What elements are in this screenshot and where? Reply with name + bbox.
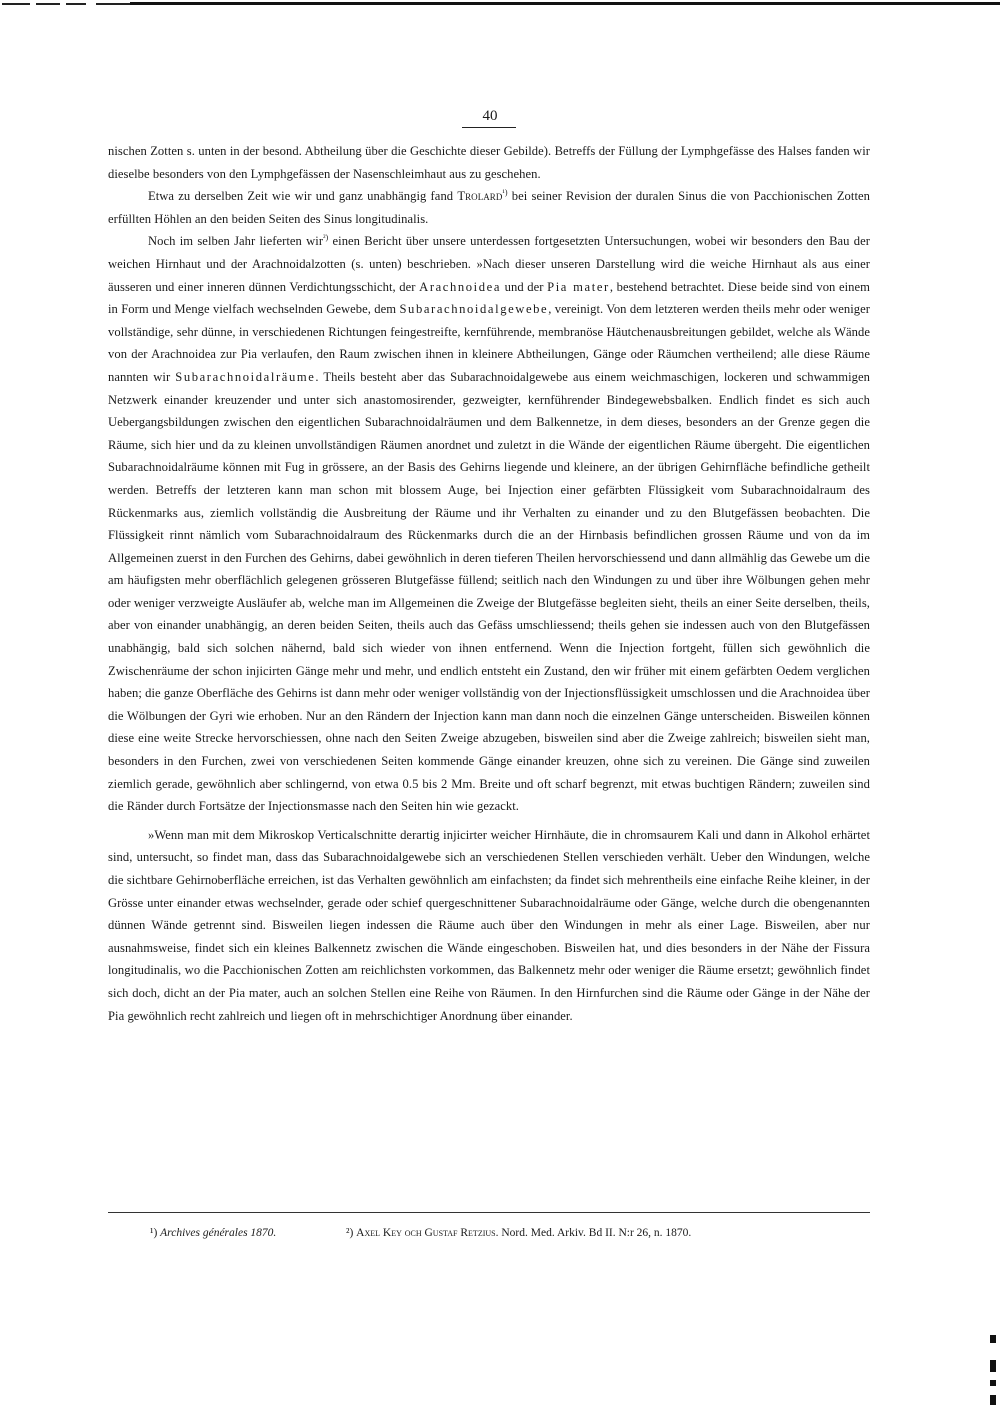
scan-dash: [96, 3, 130, 5]
text-run: und der: [501, 279, 548, 294]
edge-mark: [990, 1380, 996, 1386]
text-run: nischen Zotten s. unten in der besond. Abtheilung über die Geschichte dieser Gebilde). Betreffs der Füllung der Lymphgefässe des Halses fanden wir dieselbe besonders von den Lymphgefässen der Nasenschleimhaut aus zu geschehen.: [108, 144, 870, 181]
text-run: Etwa zu derselben Zeit wie wir und ganz unabhängig fand: [148, 189, 458, 204]
text-run: , bestehend betrachtet. Diese beide sind von einem in Form und Menge vielfach wechselnden Gewebe, dem: [108, 279, 870, 317]
text-run: »Wenn man mit dem Mikroskop Verticalschnitte derartig injicirter weicher Hirnhäute, die in chromsaurem Kali und dann in Alkohol erhärtet sind, untersucht, so findet man, dass das Subarachnoidalgewebe sich an verschiedenen Stellen verschieden verhält. Ueber den Windungen, welche die sichtbare Gehirnoberfläche erreichen, ist das Verhalten gewöhnlich am einfachsten; da findet sich mehrentheils eine einfache Reihe kleiner, in der Grösse unter einander etwas wechselnder, gerade oder schief quergeschnittener Subarachnoidalräume oder Gänge, welche durch die obengenannten dünnen Wände getrennt sind. Bisweilen liegen indessen die Räume auch über den Windungen in mehr als einer Lage. Bisweilen, aber nur ausnahmsweise, findet sich ein kleines Balkennetz zwischen die Wände eingeschoben. Bisweilen hat, und dies besonders in der Nähe der Fissura longitudinalis, wo die Pacchionischen Zotten am reichlichsten vorkommen, das Balkennetz mehr oder weniger die Räume ersetzt; gewöhnlich findet sich doch, dicht an der Pia mater, auch an solchen Stellen eine Reihe von Räumen. In den Hirnfurchen sind die Räume oder Gänge in der Nähe der Pia gewöhnlich recht zahlreich und liegen oft in mehrschichtiger Anordnung über einander.: [108, 827, 870, 1023]
author-name: Trolard: [457, 189, 503, 204]
scan-top-border: [0, 0, 1000, 10]
scan-dash: [66, 3, 86, 5]
paragraph: [108, 185, 870, 230]
footnote-2-mark: ²): [346, 1227, 354, 1239]
spaced-term: Arachnoidea: [419, 279, 502, 294]
page-number-underline: [462, 127, 516, 128]
text-run: einen Bericht über unsere unterdessen fortgesetzten Untersuchungen, wobei wir besonders den Bau der weichen Hirnhaut und der Arachnoidalzotten (s. unten) beschrieben. »Nach dieser unseren Darstellung wird die weiche Hirnhaut als aus einer äusseren und einer inneren dünnen Verdichtungsschicht, der: [108, 234, 871, 294]
footnote-reference: ²): [323, 233, 329, 243]
scan-dash: [36, 3, 60, 5]
scan-dash: [2, 3, 30, 5]
footnote-reference: ¹): [502, 188, 508, 197]
footnote-1-mark: ¹): [150, 1227, 158, 1239]
footnote-rule: [108, 1212, 870, 1213]
paragraph: [108, 824, 870, 1027]
footnote-1-text: Archives générales 1870.: [160, 1227, 277, 1239]
footnote-1: [150, 1224, 276, 1242]
edge-mark: [990, 1360, 996, 1372]
body-text: [108, 140, 870, 1027]
footnote-2: [346, 1224, 691, 1242]
spaced-term: Subarachnoidalgewebe: [399, 302, 549, 317]
paragraph: [108, 230, 870, 817]
text-run: , vereinigt. Von dem letzteren werden theils mehr oder weniger vollständige, sehr dünne, in verschiedenen Richtungen feingestreifte, kernführende, membranöse Häutchenausbreitungen gebildet, welche als Wände von der Arachnoidea zur Pia verlaufen, den Raum zwischen ihnen in kleinere Abtheilungen, Gänge oder Räumchen vertheilend; alle diese Räume nannten wir: [108, 302, 870, 384]
paragraph: [108, 140, 870, 185]
scan-right-edge-marks: [988, 0, 996, 1411]
spaced-term: Subarachnoidalräume: [175, 369, 316, 384]
scan-top-bar: [130, 2, 1000, 5]
edge-mark: [990, 1395, 996, 1405]
text-run: bei seiner Revision der duralen Sinus die von Pacchionischen Zotten erfüllten Höhlen an den beiden Seiten des Sinus longitudinalis.: [108, 189, 870, 226]
spaced-term: Pia mater: [547, 279, 610, 294]
footnote-2-authors: Axel Key och Gustaf Retzius: [356, 1227, 496, 1239]
edge-mark: [990, 1335, 996, 1343]
page-number: 40: [482, 108, 498, 124]
text-run: . Theils besteht aber das Subarachnoidalgewebe aus einem weichmaschigen, lockeren und schwammigen Netzwerk einander kreuzender und unter sich anastomosirender, gezweigter, kernführender Bindegewebsbalken. Endlich findet es sich auch Uebergangsbildungen zwischen den eigentlichen Subarachnoidalräumen und dem Balkennetze, in dem dieses, besonders an der Grenze gegen die Räume, sich hier und da zu kleinen unvollständigen Räumen anordnet und zuletzt in die Wände der eigentlichen Räume übergeht. Die eigentlichen Subarachnoidalräume können mit Fug in grössere, an der Basis des Gehirns liegende und kleinere, an der übrigen Gehirnfläche befindliche getheilt werden. Betreffs der letzteren kann man schon mit blossem Auge, bei Injection einer gefärbten Flüssigkeit vom Subarachnoidalraum des Rückenmarks aus, ziemlich vollständig die Ausbreitung der Räume und ihr Verhalten zu einander und zu den Blutgefässen beobachten. Die Flüssigkeit rinnt nämlich vom Subarachnoidalraum des Rückenmarks durch die an der Hirnbasis befindlichen grossen Räume und von da im Allgemeinen zuerst in den Furchen des Gehirns, dabei gewöhnlich in deren tieferen Theilen hervorschiessend und dann allmählig das Gewebe um die am häufigsten mehr oberflächlich gelegenen grösseren Blutgefässe füllend; seitlich nach den Windungen zu und über ihre Wölbungen gehen mehr oder weniger verzweigte Ausläufer ab, welche man im Allgemeinen die Zweige der Blutgefässe begleiten sieht, theils an einer Seite derselben, theils, aber von einander unabhängig, an deren beiden Seiten, theils auch das Gefäss umschliessend; theils gehen sie indessen auch von den Blutgefässen unabhängig, bald sich solchen nähernd, bald sich wieder von ihnen entfernend. Wenn die Injection fortgeht, füllen sich gewöhnlich die Zwischenräume der schon injicirten Gänge mehr und mehr, und endlich entsteht ein Zustand, den wir früher mit einem gefärbten Oedem verglichen haben; die ganze Oberfläche des Gehirns ist dann mehr oder weniger vollständig von der Injectionsflüssigkeit umschlossen und die Arachnoidea über die Wölbungen der Gyri wie erhoben. Nur an den Rändern der Injection kann man dann noch die einzelnen Gänge unterscheiden. Bisweilen können diese eine weite Strecke hervorschiessen, ohne nach den Seiten Zweige abzugeben, bisweilen sind aber die Zweige zahlreich; bisweilen sieht man, besonders in den Furchen, zwei von verschiedenen Seiten kommende Gänge einander kreuzen, ohne sich zu vereinen. Die Gänge sind zuweilen ziemlich gerade, gewöhnlich aber schlingernd, von etwa 0.5 bis 2 Mm. Breite und oft scharf begrenzt, mit etwas buchtigen Rändern; zuweilen sind die Ränder durch Fortsätze der Injectionsmasse nach den Seiten hin wie gezackt.: [108, 369, 870, 814]
text-run: Noch im selben Jahr lieferten wir: [148, 234, 324, 249]
footnote-2-rest: . Nord. Med. Arkiv. Bd II. N:r 26, n. 1870.: [495, 1227, 692, 1239]
